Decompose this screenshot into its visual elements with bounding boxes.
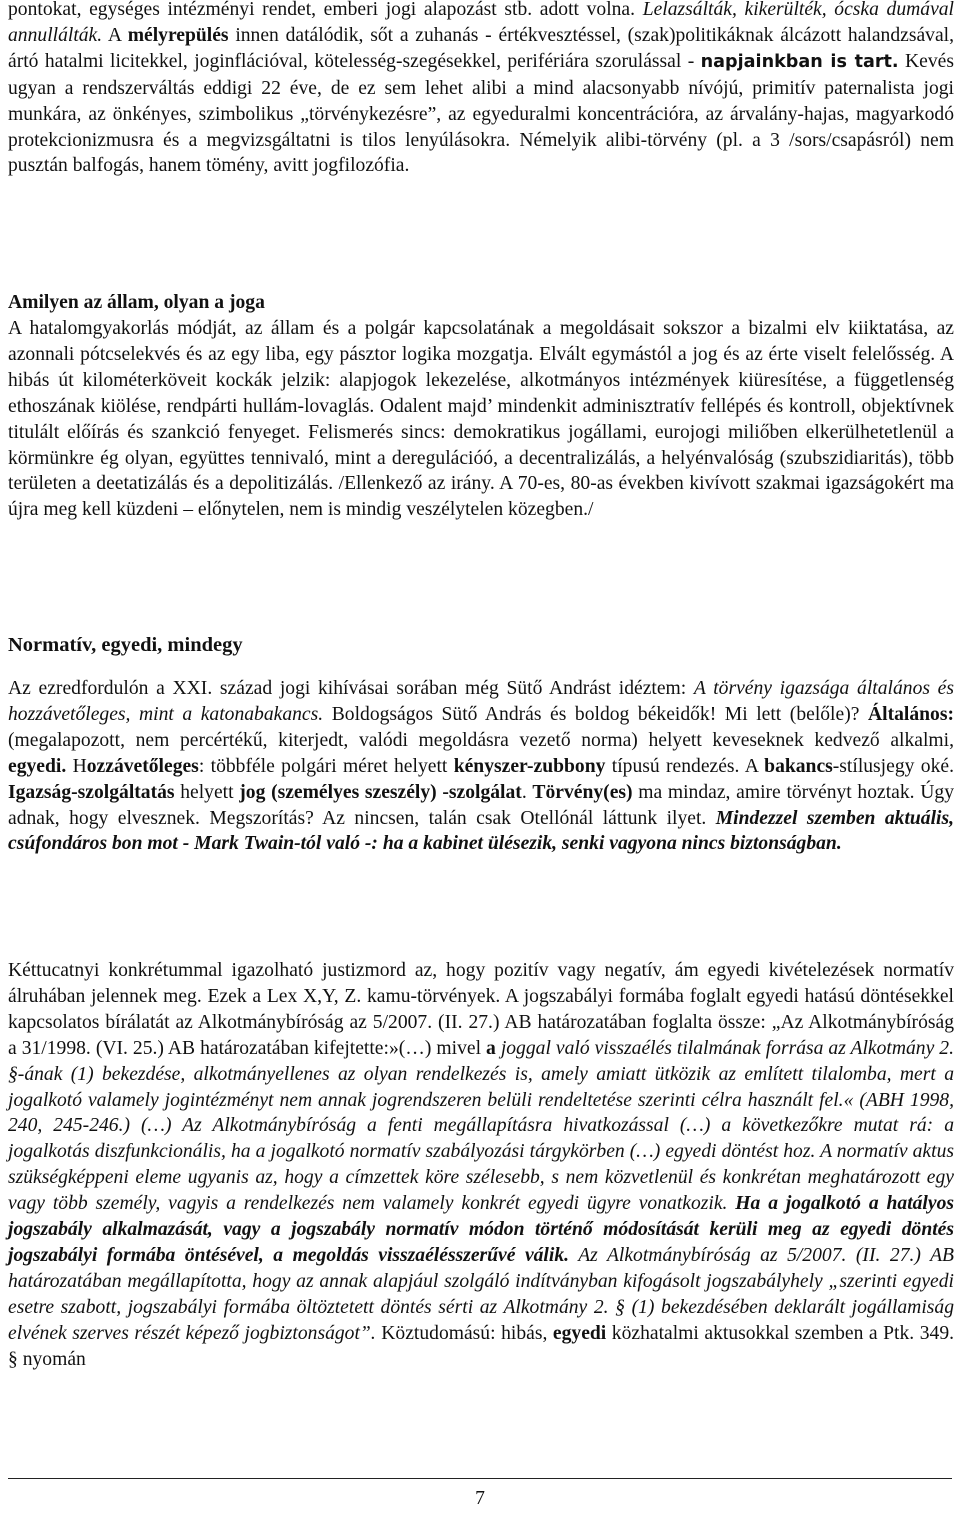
- text-run: A: [102, 24, 128, 46]
- text-run: -stílusjegy oké.: [832, 755, 954, 777]
- text-run: pontokat, egységes intézményi rendet, emberi jogi alapozást stb. adott volna.: [8, 0, 643, 20]
- section-heading-state-law: Amilyen az állam, olyan a joga: [8, 292, 265, 313]
- text-run: : többféle polgári méret helyett: [198, 755, 454, 777]
- text-run: innen datálódik, sőt a zuhanás - értékvesztéssel, (szak)politikáknak álcázott halandzsával, ártó hatalmi licitekkel, joginflációval, kötelesség-szegésekkel, perifériára szorulással -: [8, 24, 954, 72]
- bold-run: kényszer-zubbony: [453, 755, 606, 777]
- bold-run: egyedi: [552, 1322, 607, 1344]
- bold-run: ozzávetőleges: [86, 755, 199, 777]
- bold-run: jog (személyes szeszély) -szolgálat: [239, 781, 522, 803]
- italic-run: Lelazsálták, kikerülték, ócska dumával annullálták.: [8, 0, 955, 46]
- paragraph-intro: [8, 0, 954, 179]
- bold-run: Általános:: [867, 703, 954, 725]
- paragraph-state-law: A hatalomgyakorlás módját, az állam és a polgár kapcsolatának a megoldásait sokszor a bizalmi elv kiiktatása, az azonnali pótcselekvés és az egy liba, egy pásztor logika mozgatja. Elvált egymástól a jog és az érte viselt felelősség. A hibás út kilométerköveit kockák jelzik: alapjogok lekezelése, alkotmányos intézmények kiüresítése, a függetlenség ethoszának kiölése, rendpárti hullám-lovaglás. Odalent majd’ mindenkit adminisztratív fellépés és kontroll, objektívnek titulált előírás és szankció fenyeget. Felismerés sincs: demokratikus jogállami, eurojogi miliőben elkerülhetetlenül a körmünkre ég olyan, együttes tennivaló, mint a deregulációó, a decentralizálás, a helyénvalóság (szubszidiaritás), több területen a deetatizálás és a depolitizálás. /Ellenkező az irány. A 70-es, 80-as években kivívott szakmai igazságokért ma újra meg kell küzdeni – előnytelen, nem is mindig veszélytelen közegben./: [8, 318, 954, 521]
- text-run: Boldogságos Sütő András és boldog békeidők! Mi lett (belőle)?: [323, 703, 868, 725]
- italic-run: joggal való visszaélés tilalmának forrása az Alkotmány 2. §-ának (1) bekezdése, alkotmányellenes az olyan rendelkezés is, amely amiatt ütközik az említett tilalomba, mert a jogalkotó valamely jogintézményt nem annak jogrendszeren belüli rendeltetése szerinti célra használt fel.« (ABH 1998, 240, 245-246.) (…) Az Alkotmánybíróság a fenti megállapításra hivatkozással (…) a következőkre mutat rá: a jogalkotás diszfunkcionális, ha a jogalkotó normatív szabályozási tárgykörben (…) egyedi döntést hoz. A normatív aktus szükségképpeni eleme ugyanis az, hogy a címzettek köre szélesebb, s nem közvetlenül és konkrétan meghatározott egy vagy több személy, vagyis a rendelkezés nem valamely konkrét egyedi ügyre vonatkozik.: [8, 1037, 954, 1215]
- text-run: ma mindaz, amire törvényt hoztak. Úgy adnak, hogy elvesznek. Megszorítás? Az nincsen, talán csak Otellónál láttunk ilyet.: [8, 781, 954, 829]
- text-run: Kéttucatnyi konkrétummal igazolható justizmord az, hogy pozitív vagy negatív, ám egyedi kivételezések normatív álruhában jelennek meg. Ezek a Lex X,Y, Z. kamu-törvények. A jogszabályi formába foglalt egyedi hatású döntésekkel kapcsolatos bírálatát az Alkotmánybíróság az 5/2007. (II. 27.) AB határozatában foglalta össze: „Az Alkotmánybíróság a 31/1998. (VI. 25.) AB határozatában kifejtette:»(…) mivel: [8, 960, 954, 1059]
- bold-run: egyedi.: [8, 755, 67, 777]
- paragraph-normative: [8, 676, 954, 857]
- bold-run: bakancs: [764, 755, 833, 777]
- bold-run: napjainkban is tart.: [700, 51, 899, 72]
- page-number: 7: [475, 1488, 485, 1509]
- bold-run: Törvény(es): [532, 781, 633, 803]
- text-run: H: [66, 755, 87, 777]
- text-run: Kevés ugyan a rendszerváltás eddigi 22 éve, de ez sem lehet alibi a mind alacsonyabb nívójú, primitív paternalista jogi munkára, az önkényes, szimbolikus „törvénykezésre”, az egyeduralmi koncentrációra, az árvalány-hajas, magyarkodó protekcionizmusra és a megvizsgáltatni is tilos lenyúlásokra. Némelyik alibi-törvény (pl. a 3 /sors/csapásról) nem pusztán balfogás, hanem tömény, avitt jogfilozófia.: [8, 50, 954, 177]
- bold-run: Igazság-szolgáltatás: [8, 781, 175, 803]
- paragraph-court: [8, 958, 954, 1373]
- footer-divider: [8, 1478, 952, 1479]
- text-run: típusú rendezés. A: [605, 755, 765, 777]
- bold-run: mélyrepülés: [127, 24, 229, 46]
- text-run: .: [521, 781, 533, 803]
- italic-run: A törvény igazsága általános és hozzávetőleges, mint a katonabakancs.: [8, 678, 954, 725]
- bold-italic-run: Mindezzel szemben aktuális, csúfondáros bon mot - Mark Twain-tól való -: ha a kabinet ülésezik, senki vagyona nincs biztonságban.: [8, 807, 954, 855]
- text-run: helyett: [174, 781, 240, 803]
- text-run: (megalapozott, nem percértékű, kiterjedt, valódi megoldásra vezető norma) helyett keveseknek kedvező alkalmi,: [8, 729, 954, 751]
- bold-run: a: [486, 1037, 496, 1059]
- bold-italic-run: Ha a jogalkotó a hatályos jogszabály alkalmazását, vagy a jogszabály normatív módon történő módosítását kerüli meg az egyedi döntés jogszabályi formába öntésével, a megoldás visszaélésszerűvé válik.: [8, 1193, 954, 1266]
- section-heading-normative: Normatív, egyedi, mindegy: [8, 634, 243, 656]
- text-run: közhatalmi aktusokkal szemben a Ptk. 349. § nyomán: [8, 1322, 955, 1370]
- text-run: Köztudomású: hibás,: [375, 1322, 553, 1344]
- italic-run: Az Alkotmánybíróság az 5/2007. (II. 27.) AB határozatában megállapította, hogy az annak alapjául szolgáló indítványban kifogásolt jogszabályhely „szerinti egyedi esetre szabott, jogszabályi formába öltöztetett döntés sérti az Alkotmány 2. § (1) bekezdésében deklarált jogállamiság elvének szerves részét képező jogbiztonságot”.: [8, 1244, 955, 1344]
- text-run: Az ezredfordulón a XXI. század jogi kihívásai sorában még Sütő Andrást idéztem:: [8, 678, 694, 699]
